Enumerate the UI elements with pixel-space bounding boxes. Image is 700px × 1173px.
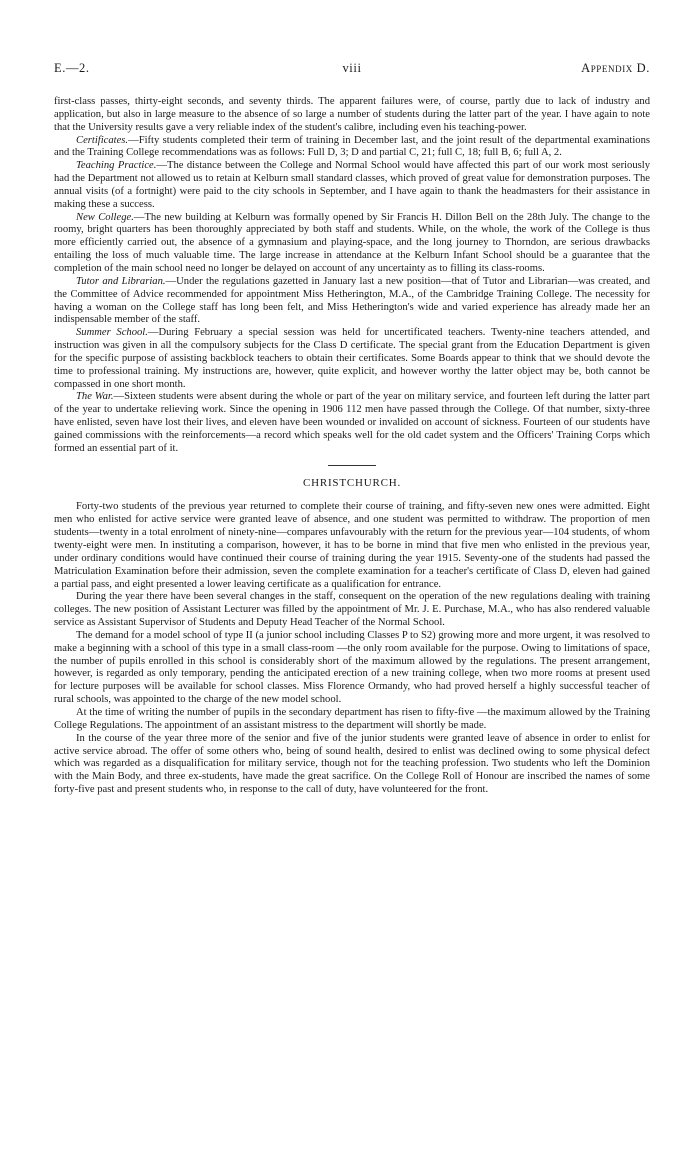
paragraph-lead: Tutor and Librarian. xyxy=(76,275,166,287)
paragraph-text: —During February a special session was held for uncertificated teachers. Twenty-nine teachers attended, and instruction was given in all the compulsory subjects for the Class D certificate. The special grant from the Education Department is given for the specific purpose of assisting backblock teachers to obtain their certificates. Some Boards appear to think that we should devote the time to professional training. My instructions are, however, quite explicit, and however worthy the latter object may be, both cannot be compassed in one short month. xyxy=(54,327,650,390)
paragraph-text: first-class passes, thirty-eight seconds, and seventy thirds. The apparent failures were, of course, partly due to lack of industry and application, but also in large measure to the absence of so large a number of students during the latter part of the year. I have again to note that the University results gave a very reliable index of the student's calibre, including even his teaching-power. xyxy=(54,96,650,133)
paragraph-text: —Under the regulations gazetted in January last a new position—that of Tutor and Librarian—was created, and the Committee of Advice recommended for appointment Miss Hetherington, M.A., of the Cambridge Training College. The necessity for having a woman on the College staff has long been felt, and Miss Hetherington's wide and varied experience has already made her an indispensable member of the staff. xyxy=(54,275,651,326)
page-number: viii xyxy=(342,61,362,75)
paragraph-passes xyxy=(54,96,650,135)
section-divider xyxy=(328,465,376,466)
paragraph-certificates xyxy=(54,135,650,161)
paragraph-christchurch-staff: During the year there have been several changes in the staff, consequent on the operation of the new regulations dealing with training colleges. The new position of Assistant Lecturer was filled by the appointment of Mr. J. E. Purchase, M.A., who has also rendered valuable service as Assistant Supervisor of Students and Deputy Head Teacher of the Normal School. xyxy=(54,591,650,629)
paragraph-lead: Summer School. xyxy=(76,327,148,339)
paragraph-christchurch-active-service: In the course of the year three more of the senior and five of the junior students were granted leave of absence in order to enlist for active service abroad. The offer of some others who, being of sound health, desired to enlist was declined owing to some physical defect which was regarded as a disqualification for military service, though not for the teaching profession. Two students who left the Dominion with the Main Body, and three ex-students, have made the great sacrifice. On the College Roll of Honour are inscribed the names of some forty-five past and present students who, in response to the call of duty, have volunteered for the front. xyxy=(54,732,650,796)
paragraph-lead: New College. xyxy=(76,211,134,223)
paragraph-lead: The War. xyxy=(76,391,114,403)
paragraph-christchurch-secondary: At the time of writing the number of pupils in the secondary department has risen to fifty-five —the maximum allowed by the Training College Regulations. The appointment of an assistant mistress to the department will shortly be made. xyxy=(54,706,650,731)
paragraph-text: —The new building at Kelburn was formally opened by Sir Francis H. Dillon Bell on the 28th July. The change to the roomy, bright quarters has been thoroughly appreciated by both staff and students. While, on the whole, the work of the College is thus more efficiently carried out, the absence of a gymnasium and playing-space, and the long journey to Thorndon, are serious drawbacks entailing the loss of much valuable time. The large increase in attendance at the Kelburn Infant School should be a guarantee that the completion of the main school need no longer be delayed on account of any uncertainty as to filling its class-rooms. xyxy=(54,211,650,274)
paragraph-christchurch-model-school: The demand for a model school of type II (a junior school including Classes P to S2) growing more and more urgent, it was resolved to make a beginning with a school of this type in a small class-room —the only room available for the purpose. Owing to limitations of space, the number of pupils enrolled in this school is considerably short of the maximum allowed by the regulations. The present arrangement, however, is regarded as only temporary, pending the anticipated erection of a new training college, when two more rooms at present used for lecture purposes will be available for school classes. Miss Florence Ormandy, who had proved herself a highly successful teacher of rural schools, was appointed to the charge of the new model school. xyxy=(54,629,650,706)
paragraph-summer-school xyxy=(54,327,650,391)
paragraph-teaching-practice xyxy=(54,160,650,211)
header-appendix: Appendix D. xyxy=(581,61,650,75)
header-reference: E.—2. xyxy=(54,61,90,75)
paragraph-text: —Sixteen students were absent during the whole or part of the year on military service, and fourteen left during the latter part of the year to undertake relieving work. Since the opening in 1906 112 men have passed through the College. Of that number, sixty-three have enlisted, seven have lost their lives, and eleven have been wounded or invalided on account of sickness. Fourteen of our students have gained commissions with the reinforcements—a record which speaks well for the old cadet system and the Officers' Training Corps which formed an essential part of it. xyxy=(54,391,650,454)
paragraph-new-college xyxy=(54,212,650,276)
paragraph-lead: Certificates. xyxy=(76,134,129,146)
paragraph-lead: Teaching Practice. xyxy=(76,160,157,172)
paragraph-the-war xyxy=(54,391,650,455)
paragraph-text: —The distance between the College and Normal School would have affected this part of our work most seriously had the Department not allowed us to retain at Kelburn small standard classes, which proved of great value for demonstration purposes. The annual visits (of a fortnight) were paid to the city schools in September, and I have again to thank the headmasters for their assistance in making these a success. xyxy=(54,160,650,210)
section-heading-christchurch: CHRISTCHURCH. xyxy=(302,476,402,489)
paragraph-tutor-librarian xyxy=(54,276,650,327)
paragraph-christchurch-enrolment: Forty-two students of the previous year returned to complete their course of training, and fifty-seven new ones were admitted. Eight men who enlisted for active service were granted leave of absence, and one student was permitted to withdraw. The proportion of men students—twenty in a total enrolment of ninety-nine—compares unfavourably with the return for the previous year—104 students, of whom twenty-eight were men. In instituting a comparison, however, it has to be borne in mind that five men who enlisted in the previous year, under ordinary conditions would have continued their course of training during the year 1915. Seventy-one of the students had passed the Matriculation Examination before their admission, seven the complete examination for a teacher's certificate of Class D, eleven had gained a partial pass, and eight presented a lower leaving certificate as a qualification for entrance. xyxy=(54,501,650,590)
page-body xyxy=(54,96,650,797)
page-header xyxy=(54,62,650,78)
paragraph-text: —Fifty students completed their term of training in December last, and the joint result of the departmental examinations and the Training College recommendations was as follows: Full D, 3; D and partial C, 21; full C, 18; full B, 6; full A, 2. xyxy=(54,134,650,159)
